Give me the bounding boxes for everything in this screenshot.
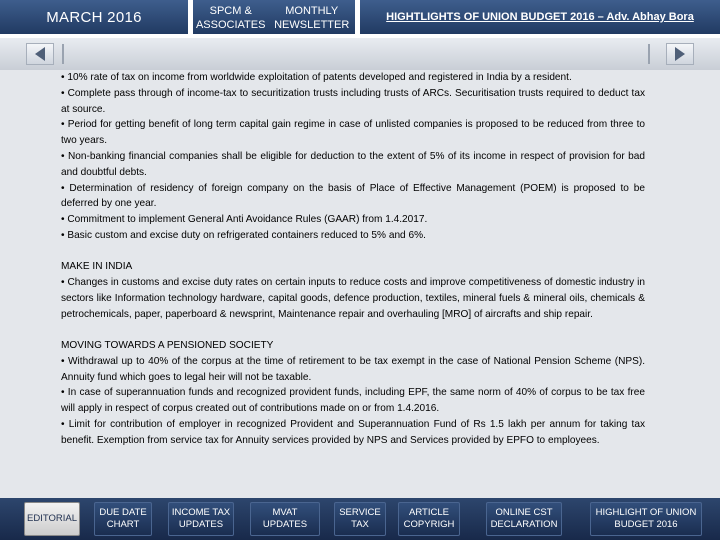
section-title-pensioned-society: MOVING TOWARDS A PENSIONED SOCIETY [61,339,274,351]
pension-bullet: • In case of superannuation funds and recognized provident funds, including EPF, the same norm of 40% of corpus to be tax free will apply in respect of corpus created out of contributions made on or from 1.4.2016. [61,387,645,415]
button-label-line1: SERVICE [339,507,381,518]
button-label-line2: DECLARATION [490,519,558,530]
header-bar [0,0,720,38]
online-cst-declaration-button[interactable] [486,502,562,536]
newsletter-title [193,0,355,34]
service-tax-button[interactable] [334,502,386,536]
triangle-left-icon [35,47,45,61]
due-date-chart-button[interactable] [94,502,152,536]
button-label-line1: ONLINE CST [495,507,553,518]
button-label-line1: HIGHLIGHT OF UNION [595,507,697,518]
next-page-button[interactable] [666,43,694,65]
budget-bullet: • Determination of residency of foreign company on the basis of Place of Effective Management (POEM) is proposed to be deferred by one year. [61,182,645,210]
section-title-make-in-india: MAKE IN INDIA [61,261,133,273]
mvat-updates-button[interactable] [250,502,320,536]
page-title: HIGHTLIGHTS OF UNION BUDGET 2016 – Adv. Abhay Bora [360,0,720,34]
button-label-line1: INCOME TAX [171,507,231,518]
button-label-line2: UPDATES [262,519,308,530]
budget-bullet: • Basic custom and excise duty on refrigerated containers reduced to 5% and 6%. [61,229,426,241]
content-area [0,70,720,498]
button-label-line1: ARTICLE [409,507,449,518]
newsletter-title-line2: MONTHLY NEWSLETTER [274,4,350,31]
pension-bullet: • Limit for contribution of employer in recognized Provident and Superannuation Fund of Rs 1.5 lakh per annum for taking tax benefit. Exemption from service tax for Annuity services provided by NPS and Services provided by EPFO to employees. [61,418,645,446]
button-label-line1: DUE DATE [99,507,147,518]
article-copyright-button[interactable] [398,502,460,536]
newsletter-title-line1: SPCM & ASSOCIATES [195,4,266,31]
highlight-union-budget-button[interactable] [590,502,702,536]
button-label-line2: UPDATES [178,519,224,530]
button-label-line2: CHART [106,519,140,530]
previous-page-button[interactable] [26,43,54,65]
button-label-line1: MVAT [272,507,298,518]
navigation-bar [0,38,720,70]
button-label-line2: TAX [351,519,369,530]
button-label-line2: BUDGET 2016 [614,519,678,530]
pension-bullet: • Withdrawal up to 40% of the corpus at the time of retirement to be tax exempt in the case of National Pension Scheme (NPS). Annuity fund which goes to legal heir will not be taxable. [61,355,645,383]
button-label-line2: COPYRIGH [403,519,455,530]
make-in-india-bullet: • Changes in customs and excise duty rates on certain inputs to reduce costs and improve competitiveness of domestic industry in sectors like Information technology hardware, capital goods, defence production, textiles, mineral fuels & mineral oils, chemicals & petrochemicals, paper, paperboard & newsprint, Maintenance repair and overhauling [MRO] of aircrafts and ship repair. [61,277,645,320]
month-label: MARCH 2016 [0,0,188,34]
budget-bullet: • 10% rate of tax on income from worldwide exploitation of patents developed and registered in India by a resident. [61,72,572,83]
editorial-button-label: EDITORIAL [27,513,77,524]
nav-divider [62,44,64,64]
triangle-right-icon [675,47,685,61]
budget-bullet: • Non-banking financial companies shall be eligible for deduction to the extent of 5% of its income in respect of provision for bad and doubtful debts. [61,150,645,178]
budget-bullet: • Complete pass through of income-tax to securitization trusts including trusts of ARCs. Securitisation trusts required to deduct tax at source. [61,87,645,115]
nav-divider [648,44,650,64]
footer-nav [0,498,720,540]
budget-bullet: • Period for getting benefit of long term capital gain regime in case of unlisted companies is proposed to be reduced from three to two years. [61,119,645,147]
article-body [61,70,645,449]
budget-bullet: • Commitment to implement General Anti Avoidance Rules (GAAR) from 1.4.2017. [61,214,428,226]
editorial-button[interactable] [24,502,80,536]
income-tax-updates-button[interactable] [168,502,234,536]
